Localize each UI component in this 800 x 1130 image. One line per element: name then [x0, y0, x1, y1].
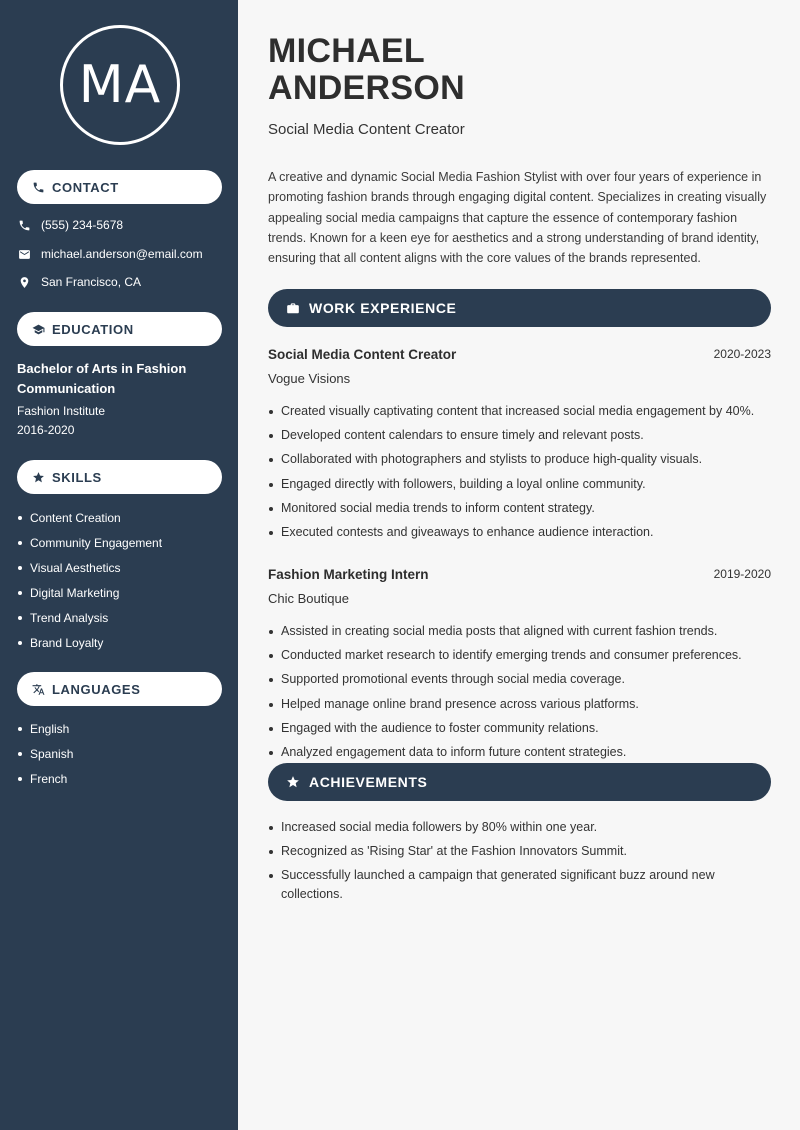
- phone-icon: [17, 218, 31, 232]
- contact-location: San Francisco, CA: [41, 275, 142, 289]
- job-2-bullet: Engaged with the audience to foster community relations.: [268, 719, 774, 738]
- work-experience-heading-label: WORK EXPERIENCE: [309, 300, 457, 316]
- job-1-bullet-list: [268, 402, 774, 547]
- email-icon: [17, 247, 31, 261]
- job-1-bullet: Executed contests and giveaways to enhance audience interaction.: [268, 523, 774, 542]
- job-2-bullet: Assisted in creating social media posts that aligned with current fashion trends.: [268, 622, 774, 641]
- job-2-title: Fashion Marketing Intern: [268, 567, 429, 582]
- job-1-company: Vogue Visions: [268, 371, 351, 386]
- education-school: Fashion Institute: [17, 404, 106, 418]
- languages-heading-label: LANGUAGES: [52, 681, 141, 697]
- language-item: French: [17, 771, 73, 796]
- translate-icon: [31, 682, 45, 696]
- achievements-list: [268, 818, 758, 910]
- achievement-item: Increased social media followers by 80% within one year.: [268, 818, 758, 837]
- name-last: ANDERSON: [268, 69, 465, 107]
- job-1-bullet: Developed content calendars to ensure timely and relevant posts.: [268, 426, 774, 445]
- skills-heading: [17, 460, 222, 494]
- job-1-dates: 2020-2023: [713, 347, 771, 361]
- achievement-item: Recognized as 'Rising Star' at the Fashion Innovators Summit.: [268, 842, 758, 861]
- star-icon: [31, 470, 45, 484]
- education-heading: [17, 312, 222, 346]
- skills-list: [17, 510, 162, 660]
- education-heading-label: EDUCATION: [52, 321, 134, 337]
- contact-heading-label: CONTACT: [52, 179, 119, 195]
- job-2-dates: 2019-2020: [713, 567, 771, 581]
- sidebar: [0, 0, 238, 1130]
- skill-item: Community Engagement: [17, 535, 162, 560]
- job-1-bullet: Monitored social media trends to inform content strategy.: [268, 499, 774, 518]
- briefcase-icon: [285, 301, 300, 316]
- phone-icon: [31, 180, 45, 194]
- language-item: Spanish: [17, 746, 73, 771]
- skills-heading-label: SKILLS: [52, 469, 102, 485]
- languages-heading: [17, 672, 222, 706]
- job-1-bullet: Created visually captivating content that increased social media engagement by 40%.: [268, 402, 774, 421]
- contact-phone[interactable]: (555) 234-5678: [41, 218, 124, 232]
- contact-phone-row: [17, 218, 123, 232]
- job-2-bullet: Analyzed engagement data to inform future content strategies.: [268, 743, 774, 762]
- contact-location-row: [17, 275, 141, 289]
- job-1-title: Social Media Content Creator: [268, 347, 457, 362]
- skill-item: Content Creation: [17, 510, 162, 535]
- language-item: English: [17, 721, 73, 746]
- achievement-item: Successfully launched a campaign that generated significant buzz around new collections.: [268, 866, 758, 904]
- job-2-bullet: Conducted market research to identify emerging trends and consumer preferences.: [268, 646, 774, 665]
- achievements-heading-label: ACHIEVEMENTS: [309, 774, 428, 790]
- education-degree: Bachelor of Arts in Fashion Communication: [17, 361, 187, 396]
- job-2-company: Chic Boutique: [268, 591, 349, 606]
- job-1-bullet: Collaborated with photographers and stylists to produce high-quality visuals.: [268, 450, 774, 469]
- job-title-headline: Social Media Content Creator: [268, 121, 465, 138]
- skill-item: Brand Loyalty: [17, 635, 162, 660]
- job-2-bullet: Helped manage online brand presence across various platforms.: [268, 695, 774, 714]
- candidate-name: [268, 33, 465, 107]
- job-1-bullet: Engaged directly with followers, building a loyal online community.: [268, 475, 774, 494]
- monogram-avatar: MA: [60, 25, 180, 145]
- skill-item: Trend Analysis: [17, 610, 162, 635]
- star-icon: [285, 775, 300, 790]
- job-2-bullet-list: [268, 622, 774, 767]
- graduation-cap-icon: [31, 322, 45, 336]
- name-first: MICHAEL: [268, 32, 425, 70]
- contact-heading: [17, 170, 222, 204]
- profile-summary: A creative and dynamic Social Media Fashion Stylist with over four years of experience in promoting fashion brands through engaging digital content. Specializes in creating visually appealing social media campaigns that capture the essence of contemporary fashion trends. Known for a keen eye for aesthetics and a strong understanding of brand identity, ensuring that all content aligns with the core values of the brands represented.: [268, 170, 767, 266]
- contact-email[interactable]: michael.anderson@email.com: [41, 247, 203, 261]
- skill-item: Digital Marketing: [17, 585, 162, 610]
- languages-list: [17, 721, 73, 796]
- education-years: 2016-2020: [17, 423, 75, 437]
- contact-email-row: [17, 247, 203, 261]
- job-2-bullet: Supported promotional events through social media coverage.: [268, 670, 774, 689]
- work-experience-heading: [268, 289, 771, 327]
- location-pin-icon: [17, 275, 31, 289]
- achievements-heading: [268, 763, 771, 801]
- skill-item: Visual Aesthetics: [17, 560, 162, 585]
